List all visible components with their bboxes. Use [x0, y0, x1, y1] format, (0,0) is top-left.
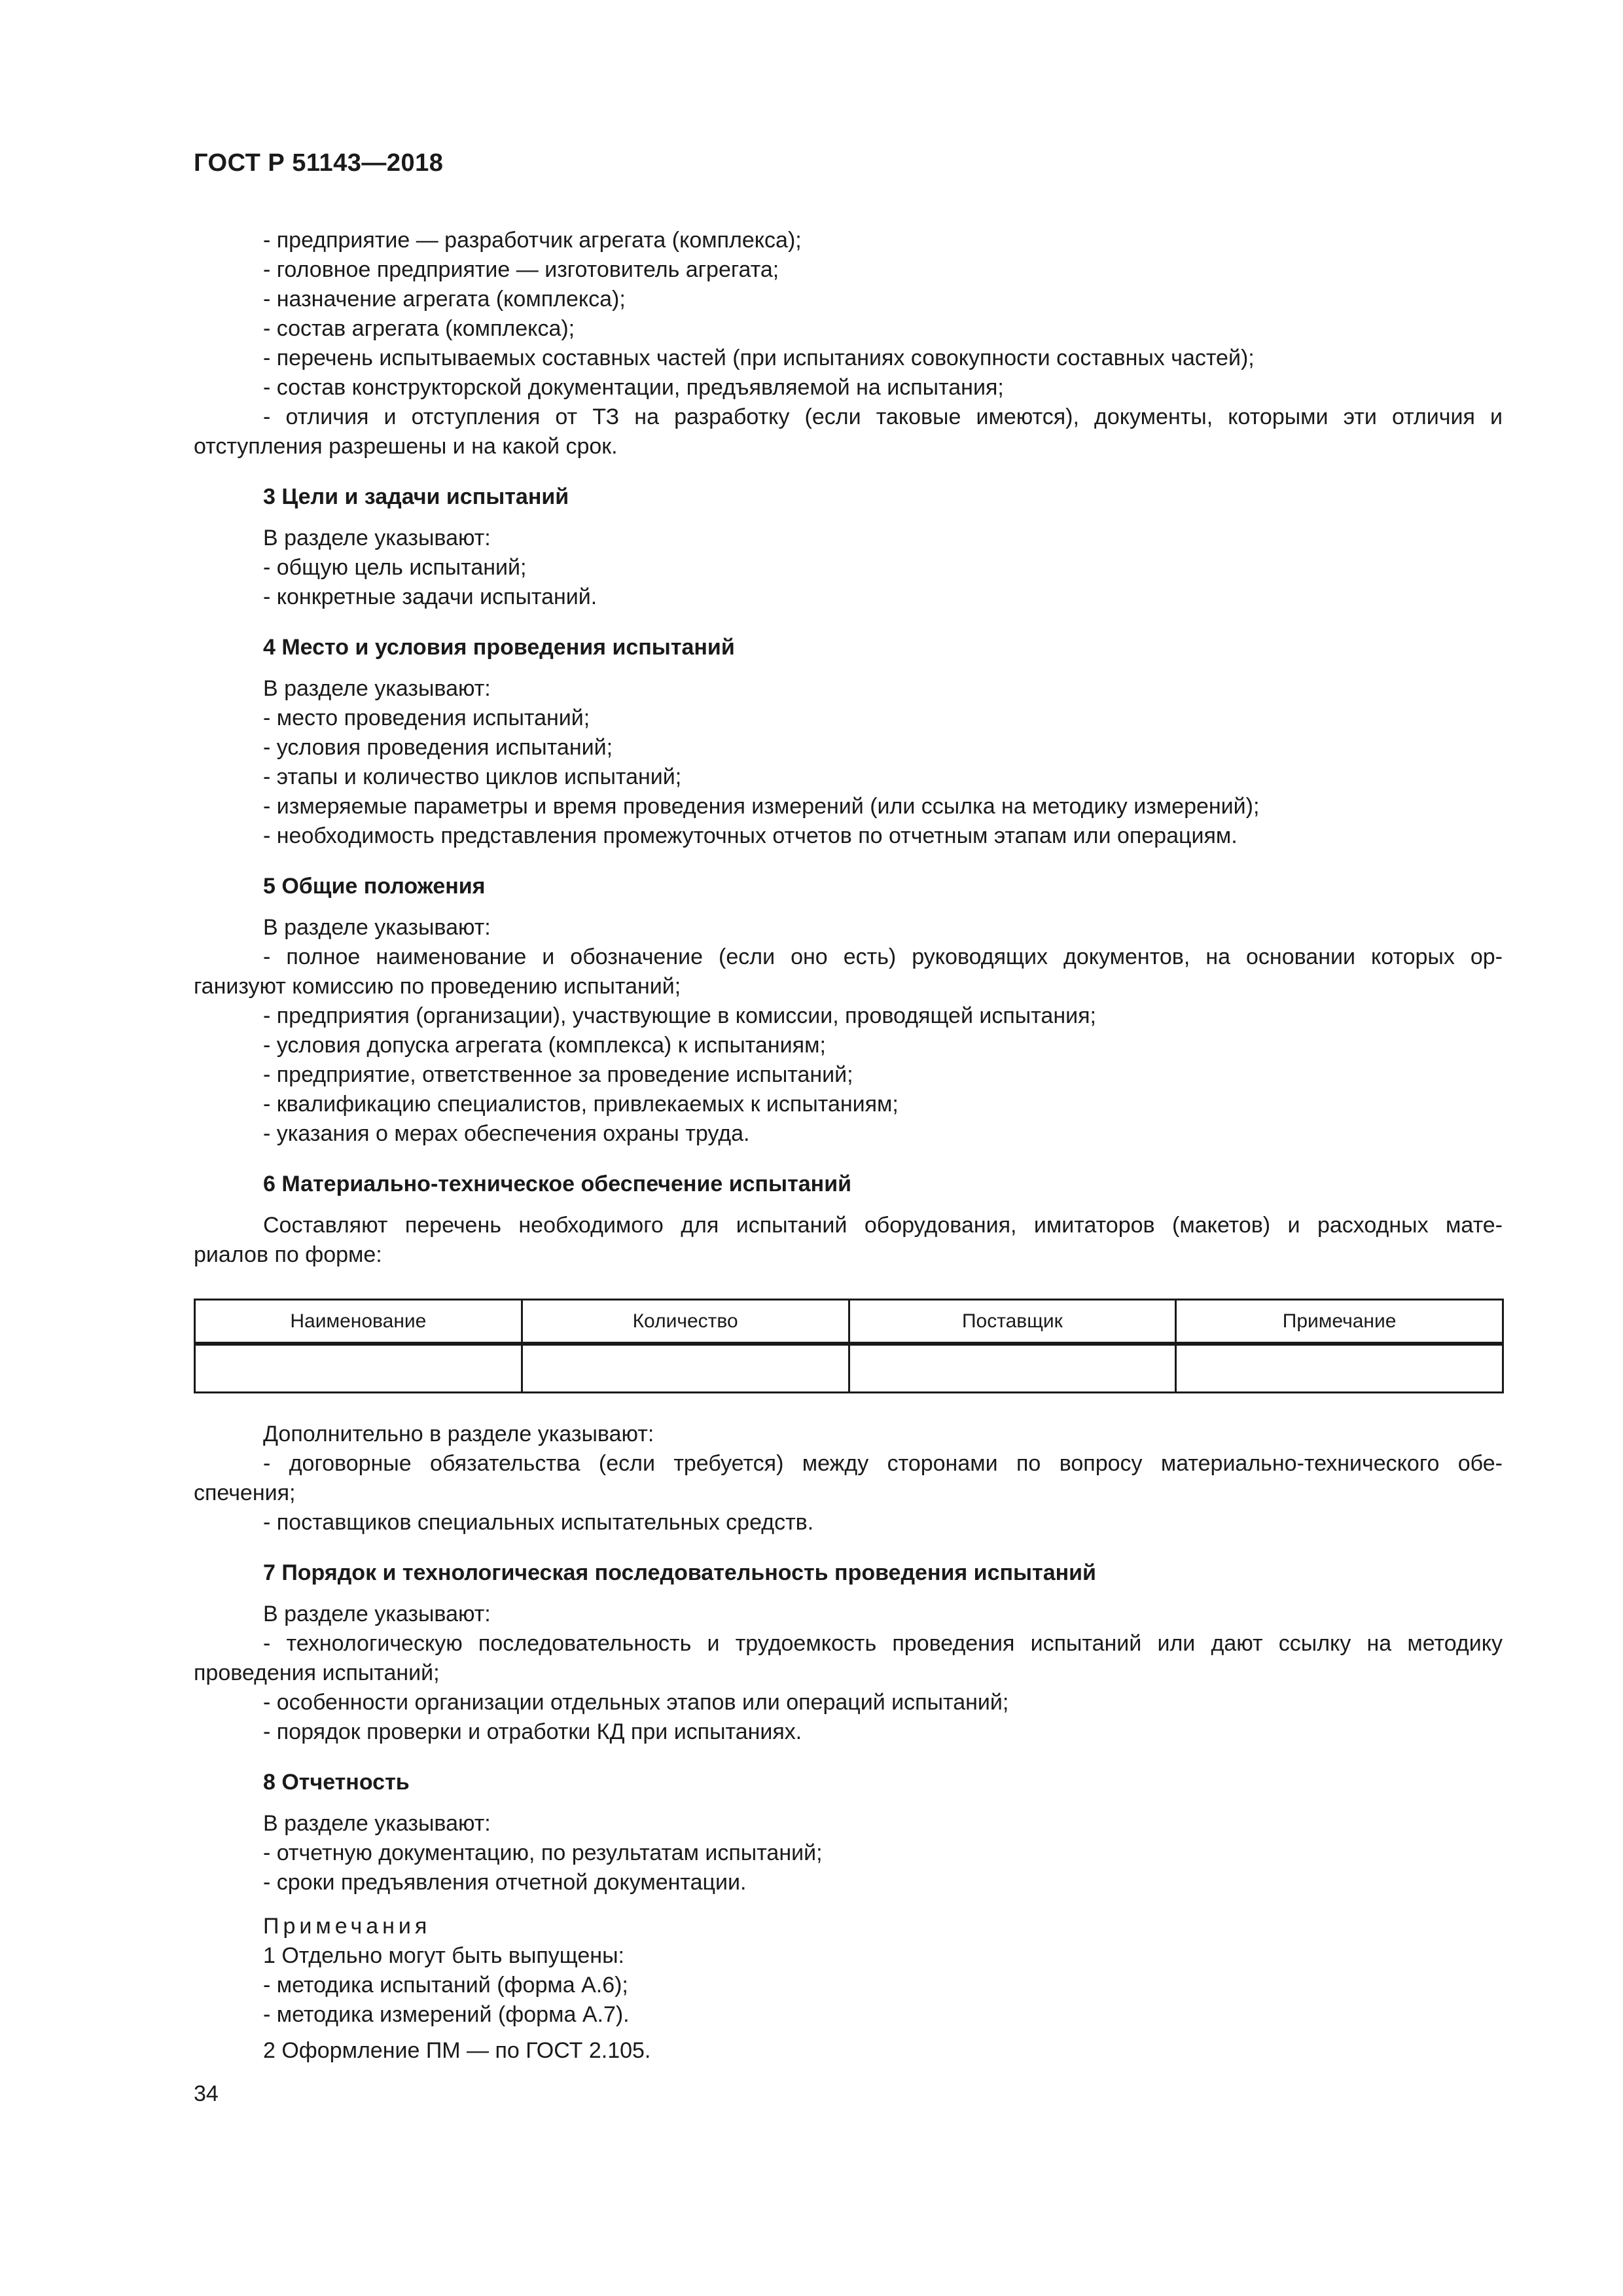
list-item: - методика испытаний (форма А.6); — [263, 1973, 628, 1998]
list-item: - отличия и отступления от ТЗ на разработку (если таковые имеются), документы, которыми эти отличия и — [263, 404, 1503, 429]
list-item: - необходимость представления промежуточных отчетов по отчетным этапам или операциям. — [263, 823, 1238, 848]
section-8-heading: 8 Отчетность — [263, 1770, 410, 1795]
section-lead: В разделе указывают: — [263, 1811, 491, 1836]
equipment-form-table — [194, 1299, 1504, 1393]
list-item: - конкретные задачи испытаний. — [263, 584, 597, 609]
section-lead: В разделе указывают: — [263, 1602, 491, 1626]
list-item: - порядок проверки и отработки КД при испытаниях. — [263, 1719, 802, 1744]
list-item: - отчетную документацию, по результатам испытаний; — [263, 1840, 823, 1865]
section-lead: В разделе указывают: — [263, 526, 491, 550]
list-item-continuation: проведения испытаний; — [194, 1660, 440, 1685]
list-item: - технологическую последовательность и трудоемкость проведения испытаний или дают ссылку на методику — [263, 1631, 1503, 1656]
list-item-continuation: отступления разрешены и на какой срок. — [194, 434, 618, 459]
list-item: - этапы и количество циклов испытаний; — [263, 764, 682, 789]
section-lead: Дополнительно в разделе указывают: — [263, 1422, 654, 1446]
list-item: - условия проведения испытаний; — [263, 735, 613, 760]
list-item: - место проведения испытаний; — [263, 706, 590, 730]
list-item: - сроки предъявления отчетной документации. — [263, 1870, 747, 1895]
column-header-name: Наименование — [195, 1300, 522, 1344]
section-7-heading: 7 Порядок и технологическая последовательность проведения испытаний — [263, 1560, 1096, 1585]
table-header-row — [195, 1300, 1503, 1344]
list-item-continuation: спечения; — [194, 1480, 296, 1505]
list-item: - методика измерений (форма А.7). — [263, 2002, 630, 2027]
column-header-quantity: Количество — [522, 1300, 849, 1344]
section-5-heading: 5 Общие положения — [263, 874, 486, 899]
section-lead: В разделе указывают: — [263, 676, 491, 701]
list-item: - измеряемые параметры и время проведения измерений (или ссылка на методику измерений); — [263, 794, 1260, 819]
table-cell — [1176, 1344, 1503, 1393]
table-cell — [849, 1344, 1176, 1393]
column-header-supplier: Поставщик — [849, 1300, 1176, 1344]
list-item: - поставщиков специальных испытательных средств. — [263, 1510, 814, 1535]
list-item: - предприятие — разработчик агрегата (комплекса); — [263, 228, 802, 253]
list-item: - предприятия (организации), участвующие в комиссии, проводящей испытания; — [263, 1003, 1096, 1028]
note-1: 1 Отдельно могут быть выпущены: — [263, 1943, 624, 1968]
list-item: - головное предприятие — изготовитель агрегата; — [263, 257, 779, 282]
section-6-heading: 6 Материально-техническое обеспечение испытаний — [263, 1172, 851, 1196]
section-lead: Составляют перечень необходимого для испытаний оборудования, имитаторов (макетов) и расходных мате- — [263, 1213, 1503, 1238]
page-body — [194, 226, 1503, 2066]
section-3-heading: 3 Цели и задачи испытаний — [263, 484, 569, 509]
list-item: - назначение агрегата (комплекса); — [263, 287, 626, 312]
list-item: - состав агрегата (комплекса); — [263, 316, 575, 341]
list-item: - условия допуска агрегата (комплекса) к испытаниям; — [263, 1033, 826, 1058]
list-item: - предприятие, ответственное за проведение испытаний; — [263, 1062, 853, 1087]
section-lead: В разделе указывают: — [263, 915, 491, 940]
column-header-note: Примечание — [1176, 1300, 1503, 1344]
list-item: - состав конструкторской документации, предъявляемой на испытания; — [263, 375, 1004, 400]
list-item: - перечень испытываемых составных частей (при испытаниях совокупности составных частей); — [263, 346, 1255, 370]
list-item: - особенности организации отдельных этапов или операций испытаний; — [263, 1690, 1009, 1715]
list-item-continuation: ганизуют комиссию по проведению испытаний; — [194, 974, 681, 999]
page-number: 34 — [194, 2081, 219, 2106]
table-row — [195, 1344, 1503, 1393]
list-item: - указания о мерах обеспечения охраны труда. — [263, 1121, 750, 1146]
note-2: 2 Оформление ПМ — по ГОСТ 2.105. — [263, 2038, 651, 2063]
list-item: - квалификацию специалистов, привлекаемых к испытаниям; — [263, 1092, 899, 1117]
section-lead-continuation: риалов по форме: — [194, 1242, 382, 1267]
section-4-heading: 4 Место и условия проведения испытаний — [263, 635, 735, 660]
table-cell — [195, 1344, 522, 1393]
notes-title: Примечания — [263, 1914, 431, 1939]
table-cell — [522, 1344, 849, 1393]
list-item: - полное наименование и обозначение (если оно есть) руководящих документов, на основании которых ор- — [263, 944, 1503, 969]
list-item: - общую цель испытаний; — [263, 555, 527, 580]
list-item: - договорные обязательства (если требуется) между сторонами по вопросу материально-технического обе- — [263, 1451, 1503, 1476]
standard-code-header: ГОСТ Р 51143—2018 — [194, 149, 444, 177]
